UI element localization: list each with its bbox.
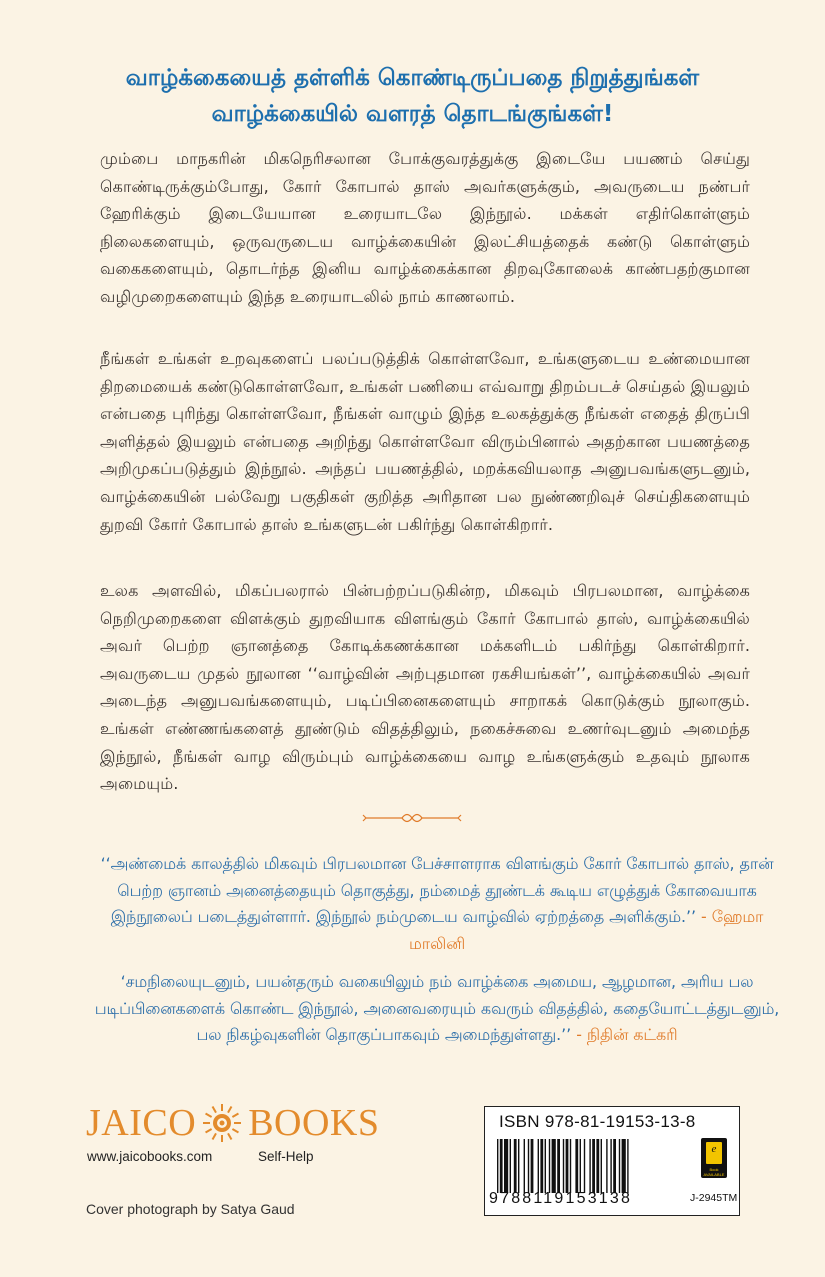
body-paragraph-2: நீங்கள் உங்கள் உறவுகளைப் பலப்படுத்திக் கொள்ளவோ, உங்களுடைய உண்மையான திறமையைக் கண்டுகொள்ளவோ, உங்கள் பணியை எவ்வாறு திறம்படச் செய்தல் இயலும் என்பதை புரிந்து கொள்ளவோ, நீங்கள் வாழும் இந்த உலகத்துக்கு நீங்கள் எதைத் திருப்பி அளித்தல் இயலும் என்பதை அறிந்து கொள்ளவோ விரும்பினால் அதற்கான பயணத்தை அறிமுகப்படுத்தும் இந்நூல். அந்தப் பயணத்தில், மறக்கவியலாத அனுபவங்களுடனும், வாழ்க்கையின் பல்வேறு பகுதிகள் குறித்த அரிதான பல நுண்ணறிவுச் செய்திகளையும் துறவி கோர் கோபால் தாஸ் உங்களுடன் பகிர்ந்து கொள்கிறார். [100, 349, 750, 534]
barcode-bar [622, 1139, 626, 1193]
barcode-bar [613, 1139, 616, 1193]
quote-text: ‘சமநிலையுடனும், பயன்தரும் வகையிலும் நம் வாழ்க்கை அமைய, ஆழமான, அரிய பல படிப்பினைகளைக் கொண்ட இந்நூல், அனைவரையும் கவரும் விதத்தில், கதையோட்டத்துடனும், பல நிகழ்வுகளின் தொகுப்பாகவும் அமைந்துள்ளது.’’ [94, 972, 780, 1045]
barcode-bar [524, 1139, 525, 1193]
barcode-digits: 9788119153138 [489, 1190, 633, 1207]
barcode-bar [545, 1139, 546, 1193]
barcode-bar [538, 1139, 539, 1193]
barcode-bar [570, 1139, 571, 1193]
barcode-bar [510, 1139, 511, 1193]
barcode-bar [531, 1139, 534, 1193]
logo-text-left: JAICO [86, 1102, 197, 1144]
barcode-bar [580, 1139, 581, 1193]
barcode-bar [518, 1139, 519, 1193]
barcode-bar [504, 1139, 508, 1193]
barcode-bar [601, 1139, 602, 1193]
barcode-bar [619, 1139, 620, 1193]
barcode-bar [606, 1139, 607, 1193]
barcode-bar [575, 1139, 578, 1193]
barcode-bar [497, 1139, 498, 1193]
headline-line-2: வாழ்க்கையில் வளரத் தொடங்குங்கள்! [211, 101, 614, 127]
endorsement-quote-1 [87, 851, 787, 957]
logo-text-right: BOOKS [248, 1102, 380, 1144]
barcode-bar [563, 1139, 564, 1193]
barcode-bar [557, 1139, 560, 1193]
barcode-bar [584, 1139, 585, 1193]
photo-credit: Cover photograph by Satya Gaud [86, 1201, 295, 1217]
barcode-bar [610, 1139, 611, 1193]
barcode-bar [566, 1139, 569, 1193]
publisher-logo [86, 1101, 380, 1145]
ornament-divider-icon [362, 808, 462, 828]
book-category: Self-Help [258, 1149, 314, 1164]
book-code: J-2945TM [690, 1192, 738, 1204]
barcode-bar [528, 1139, 529, 1193]
barcode-bar [549, 1139, 550, 1193]
barcode-bar [627, 1139, 628, 1193]
quote-text: ‘‘அண்மைக் காலத்தில் மிகவும் பிரபலமான பேச்சாளராக விளங்கும் கோர் கோபால் தாஸ், தான் பெற்ற ஞானம் அனைத்தையும் தொகுத்து, நம்மைத் தூண்டக் கூடிய எழுத்துக் கோவையாக இந்நூலைப் படைத்துள்ளார். இந்நூல் நம்முடைய வாழ்வில் ஏற்றத்தை அளிக்கும்.’’ [100, 854, 774, 927]
ebook-letter: e [711, 1143, 717, 1155]
ebook-available-icon [701, 1138, 727, 1178]
barcode-bar [592, 1139, 595, 1193]
barcode-bar [589, 1139, 590, 1193]
quote-attribution: - நிதின் கட்கரி [571, 1025, 678, 1045]
isbn-label: ISBN 978-81-19153-13-8 [499, 1112, 696, 1131]
body-paragraph-3: உலக அளவில், மிகப்பலரால் பின்பற்றப்படுகின்ற, மிகவும் பிரபலமான, வாழ்க்கை நெறிமுறைகளை விளக்கும் துறவியாக விளங்கும் கோர் கோபால் தாஸ், வாழ்க்கையில் அவர் பெற்ற ஞானத்தை கோடிக்கணக்கான மக்களிடம் பகிர்ந்து கொள்கிறார். அவருடைய முதல் நூலான ‘‘வாழ்வின் அற்புதமான ரகசியங்கள்’’, வாழ்க்கையில் அவர் அடைந்த அனுபவங்களையும், படிப்பினைகளையும் சாறாகக் கொடுக்கும் நூலாகும். உங்கள் எண்ணங்களைத் தூண்டும் விதத்திலும், நகைச்சுவை உணர்வுடனும் அமைந்த இந்நூல், நீங்கள் வாழ விரும்பும் வாழ்க்கையை வாழ உங்களுக்கும் உதவும் நூலாக அமையும். [100, 581, 750, 794]
body-paragraph-1: மும்பை மாநகரின் மிகநெரிசலான போக்குவரத்துக்கு இடையே பயணம் செய்து கொண்டிருக்கும்போது, கோர் கோபால் தாஸ் அவர்களுக்கும், அவருடைய நண்பர் ஹேரிக்கும் இடையேயான உரையாடலே இந்நூல். மக்கள் எதிர்கொள்ளும் நிலைகளையும், ஒருவருடைய வாழ்க்கையின் இலட்சியத்தைக் கண்டு கொள்ளும் வகைகளையும், தொடர்ந்த இனிய வாழ்க்கைக்கான திறவுகோலைக் காண்பதற்குமான வழிமுறைகளையும் இந்த உரையாடலில் நாம் காணலாம். [100, 149, 750, 306]
barcode-bar [540, 1139, 543, 1193]
endorsement-quote-2 [87, 969, 787, 1049]
publisher-website[interactable]: www.jaicobooks.com [87, 1149, 213, 1164]
barcode-bar [552, 1139, 556, 1193]
headline [0, 60, 825, 132]
sun-logo-icon [202, 1103, 242, 1143]
barcode-bar [514, 1139, 517, 1193]
ebook-text: Book AVAILABLE [703, 1167, 725, 1177]
barcode-bars [497, 1139, 682, 1193]
barcode-bar [596, 1139, 599, 1193]
barcode-bar [500, 1139, 503, 1193]
headline-line-1: வாழ்க்கையைத் தள்ளிக் கொண்டிருப்பதை நிறுத்துங்கள் [125, 65, 700, 91]
quote-attribution: - ஹேமா மாலினி [409, 907, 764, 953]
